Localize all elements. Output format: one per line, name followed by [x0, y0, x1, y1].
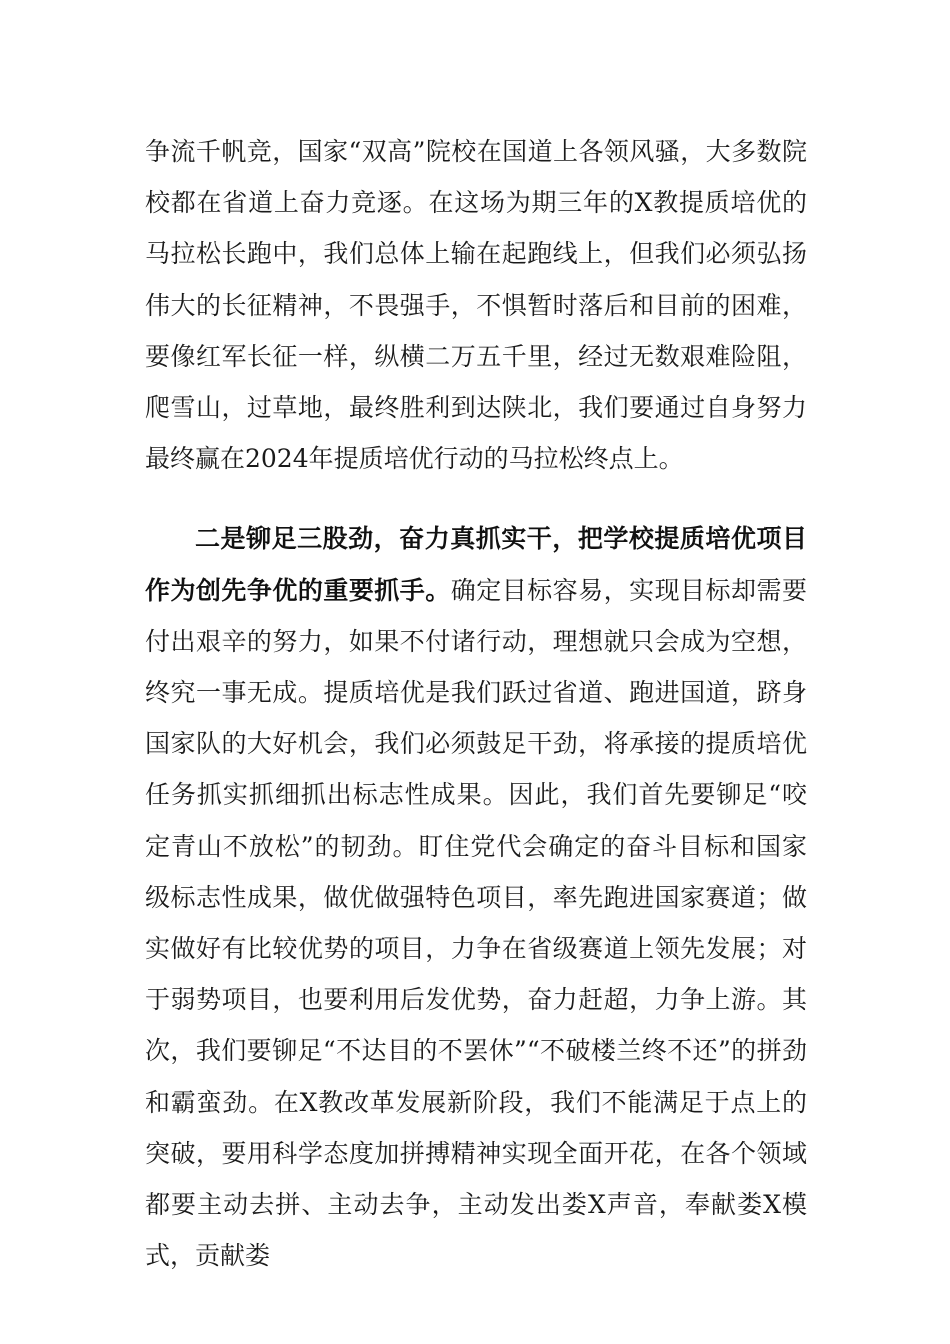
paragraph-2-lead: 二是铆足三股劲，奋力真抓实干，把学校提质培优项目作为创先争优的重要抓手。	[145, 524, 807, 605]
paragraph-2-body: 确定目标容易，实现目标却需要付出艰辛的努力，如果不付诸行动，理想就只会成为空想，终究一事无成。提质培优是我们跃过省道、跑进国道，跻身国家队的大好机会，我们必须鼓足干劲，将承接的提质培优任务抓实抓细抓出标志性成果。因此，我们首先要铆足“咬定青山不放松”的韧劲。盯住党代会确定的奋斗目标和国家级标志性成果，做优做强特色项目，率先跑进国家赛道；做实做好有比较优势的项目，力争在省级赛道上领先发展；对于弱势项目，也要利用后发优势，奋力赶超，力争上游。其次，我们要铆足“不达目的不罢休”“不破楼兰终不还”的拼劲和霸蛮劲。在X教改革发展新阶段，我们不能满足于点上的突破，要用科学态度加拼搏精神实现全面开花，在各个领域都要主动去拼、主动去争，主动发出娄X声音，奉献娄X模式，贡献娄	[145, 575, 807, 1271]
paragraph-2	[145, 513, 807, 1281]
paragraph-1: 争流千帆竞，国家“双高”院校在国道上各领风骚，大多数院校都在省道上奋力竞逐。在这场为期三年的X教提质培优的马拉松长跑中，我们总体上输在起跑线上，但我们必须弘扬伟大的长征精神，不畏强手，不惧暂时落后和目前的困难，要像红军长征一样，纵横二万五千里，经过无数艰难险阻，爬雪山，过草地，最终胜利到达陕北，我们要通过自身努力最终赢在2024年提质培优行动的马拉松终点上。	[145, 137, 807, 474]
document-page	[145, 126, 807, 1281]
